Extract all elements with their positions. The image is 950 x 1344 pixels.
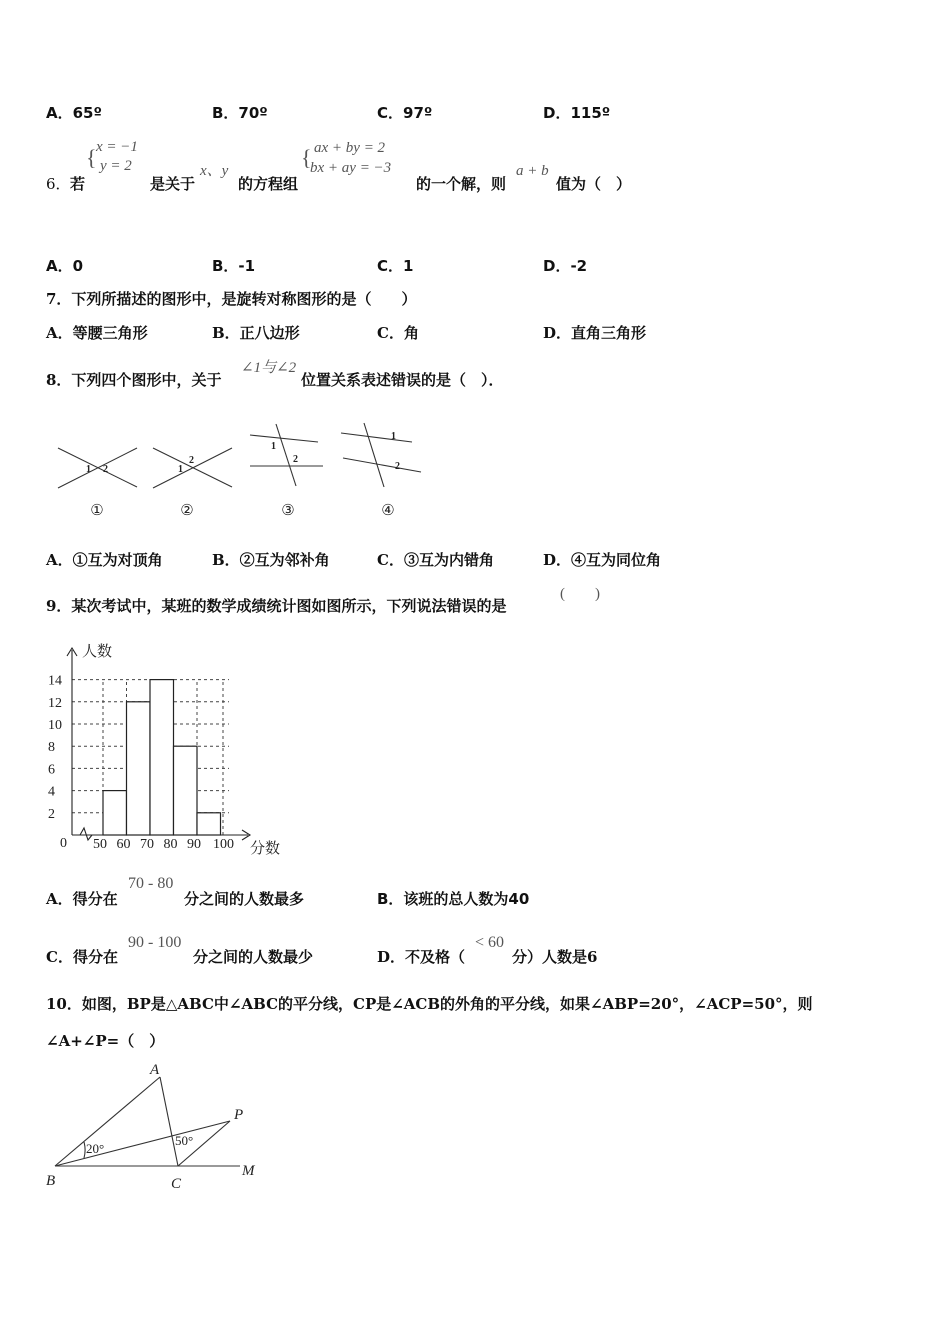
q6-brace-2: { xyxy=(301,145,312,170)
origin-label: 0 xyxy=(60,836,67,851)
q6-text-4: 的一个解，则 xyxy=(416,175,507,193)
q8-choice-c: C．③互为内错角 xyxy=(377,551,494,569)
fig3-label: ③ xyxy=(281,503,295,519)
q6-variables: x、y xyxy=(200,163,229,179)
side-ac xyxy=(160,1077,178,1166)
q6-number: 6． xyxy=(46,175,71,193)
q9-choice-a-prefix: A．得分在 xyxy=(46,890,118,908)
vertex-p: P xyxy=(234,1107,244,1123)
q9-stem: 9．某次考试中，某班的数学成绩统计图如图所示，下列说法错误的是 xyxy=(46,597,507,615)
fig4-angle-2: 2 xyxy=(395,461,400,472)
fig4-label: ④ xyxy=(381,503,395,519)
x-tick-label: 50 xyxy=(93,837,107,852)
y-tick-label: 6 xyxy=(48,762,55,778)
y-tick-label: 8 xyxy=(48,740,55,756)
x-axis-label: 分数 xyxy=(250,841,281,857)
angle-arc-b xyxy=(84,1142,85,1158)
fig3-angle-2: 2 xyxy=(293,454,298,465)
q6-text-3: 的方程组 xyxy=(238,175,299,193)
q5-choice-b: B．70º xyxy=(212,104,268,122)
q8-choice-b: B．②互为邻补角 xyxy=(212,551,330,569)
fig4-angle-1: 1 xyxy=(391,431,396,442)
y-tick-label: 12 xyxy=(48,695,62,711)
fig3-angle-1: 1 xyxy=(271,441,276,452)
fig2-angle-1: 1 xyxy=(178,464,183,475)
q6-choice-d: D．-2 xyxy=(543,257,588,275)
x-tick-label: 80 xyxy=(163,837,178,852)
q9-choice-c-prefix: C．得分在 xyxy=(46,948,118,966)
q10-stem-line-1: 10．如图，BP是△ABC中∠ABC的平分线，CP是∠ACB的外角的平分线，如果∠ABP=20°，∠ACP=50°，则 xyxy=(46,995,813,1013)
q9-choice-d-prefix: D．不及格（ xyxy=(377,948,466,966)
q8-stem-part-2: 位置关系表述错误的是（ ）． xyxy=(301,371,504,389)
q6-system-2-line-2: bx + ay = −3 xyxy=(310,160,392,176)
x-tick-label: 60 xyxy=(116,837,131,852)
q7-choice-b: B．正八边形 xyxy=(212,324,300,342)
q6-system-1-line-2: y = 2 xyxy=(100,158,132,174)
q6-choice-a: A．0 xyxy=(46,257,84,275)
fig1-label: ① xyxy=(90,503,104,519)
q9-choice-c-math: 90 - 100 xyxy=(128,934,182,951)
fig1-angle-2: 2 xyxy=(103,464,108,475)
q8-stem-part-1: 8．下列四个图形中，关于 xyxy=(46,371,222,389)
q5-choice-c: C．97º xyxy=(377,104,433,122)
q7-choice-a: A．等腰三角形 xyxy=(46,324,148,342)
angle-label-20: 20° xyxy=(86,1141,105,1156)
vertex-c: C xyxy=(171,1176,182,1192)
q8-choice-d: D．④互为同位角 xyxy=(543,551,662,569)
point-m: M xyxy=(242,1163,255,1179)
q6-system-2-line-1: ax + by = 2 xyxy=(314,140,386,156)
q9-choice-a-suffix: 分之间的人数最多 xyxy=(184,890,305,908)
x-tick-label: 70 xyxy=(140,837,154,852)
q9-paren: ( ) xyxy=(560,586,600,602)
y-tick-label: 10 xyxy=(48,718,62,733)
q5-choice-d: D．115º xyxy=(543,104,611,122)
angle-label-50: 50° xyxy=(175,1133,194,1148)
q9-choice-a-math: 70 - 80 xyxy=(128,875,174,892)
q6-system-1-line-1: x = −1 xyxy=(96,139,138,155)
q8-choice-a: A．①互为对顶角 xyxy=(46,551,163,569)
q9-choice-c-suffix: 分之间的人数最少 xyxy=(193,948,314,966)
q6-text-1: 若 xyxy=(70,175,86,193)
fig1-angle-1: 1 xyxy=(86,464,91,475)
vertex-b: B xyxy=(46,1173,56,1189)
q6-text-2: 是关于 xyxy=(150,175,196,193)
q10-stem-line-2: ∠A+∠P=（ ） xyxy=(46,1032,165,1050)
q6-choice-c: C．1 xyxy=(377,257,414,275)
q7-stem: 7．下列所描述的图形中，是旋转对称图形的是（ ） xyxy=(46,290,417,308)
fig2-angle-2: 2 xyxy=(189,455,194,466)
y-tick-label: 14 xyxy=(48,673,62,689)
q7-choice-d: D．直角三角形 xyxy=(543,324,647,342)
q6-choice-b: B．-1 xyxy=(212,257,256,275)
q6-expression: a + b xyxy=(516,163,549,179)
x-tick-label: 100 xyxy=(213,837,234,852)
q9-choice-b: B．该班的总人数为40 xyxy=(377,890,530,908)
vertex-a: A xyxy=(150,1062,160,1078)
q6-text-5: 值为（ ） xyxy=(556,175,632,193)
y-axis-label: 人数 xyxy=(82,644,113,660)
q6-brace-1: { xyxy=(86,145,97,170)
fig2-label: ② xyxy=(180,503,194,519)
q5-choice-a: A．65º xyxy=(46,104,102,122)
q9-choice-d-math: < 60 xyxy=(475,934,505,951)
y-tick-label: 4 xyxy=(48,784,55,800)
x-tick-label: 90 xyxy=(187,837,201,852)
y-tick-label: 2 xyxy=(48,806,55,822)
q9-choice-d-suffix: 分）人数是6 xyxy=(512,948,598,966)
q8-angles: ∠1与∠2 xyxy=(241,360,297,376)
q7-choice-c: C．角 xyxy=(377,324,419,342)
